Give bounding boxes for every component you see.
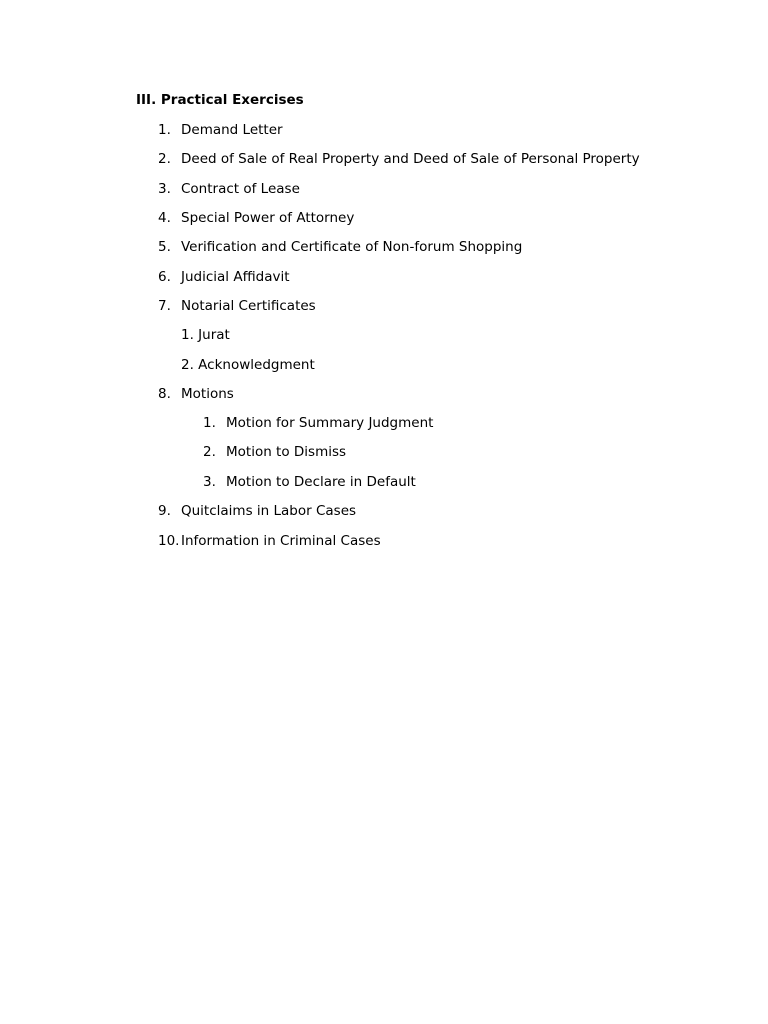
- sub-list-item-text: Motion for Summary Judgment: [226, 415, 434, 431]
- list-item-text: Special Power of Attorney: [181, 210, 355, 226]
- list-item-text: Judicial Affidavit: [181, 269, 290, 285]
- sub-list-item-number: 1.: [203, 415, 216, 431]
- list-item-number: 2.: [158, 151, 171, 167]
- list-item-number: 4.: [158, 210, 171, 226]
- sub-list-item-text: Motion to Dismiss: [226, 444, 347, 460]
- list-item-number: 3.: [158, 181, 171, 197]
- list-item-text: Verification and Certificate of Non-forum Shopping: [181, 239, 523, 255]
- list-item-number: 6.: [158, 269, 171, 285]
- list-item-number: 10.: [158, 533, 180, 549]
- list-item-number: 5.: [158, 239, 171, 255]
- sub-list-item-text: 1. Jurat: [181, 327, 230, 343]
- sub-list-item-text: 2. Acknowledgment: [181, 357, 315, 373]
- sub-list-item-number: 2.: [203, 444, 216, 460]
- sub-list-item-text: Motion to Declare in Default: [226, 474, 416, 490]
- list-item-text: Notarial Certificates: [181, 298, 316, 314]
- sub-list-item-number: 3.: [203, 474, 216, 490]
- list-item-text: Information in Criminal Cases: [181, 533, 381, 549]
- list-item-text: Contract of Lease: [181, 181, 300, 197]
- list-item-number: 1.: [158, 122, 171, 138]
- list-item-number: 8.: [158, 386, 171, 402]
- list-item-number: 7.: [158, 298, 171, 314]
- list-item-text: Demand Letter: [181, 122, 283, 138]
- list-item-text: Deed of Sale of Real Property and Deed of Sale of Personal Property: [181, 151, 640, 167]
- list-item-text: Quitclaims in Labor Cases: [181, 503, 357, 519]
- list-item-text: Motions: [181, 386, 234, 402]
- section-heading: III. Practical Exercises: [136, 92, 304, 108]
- list-item-number: 9.: [158, 503, 171, 519]
